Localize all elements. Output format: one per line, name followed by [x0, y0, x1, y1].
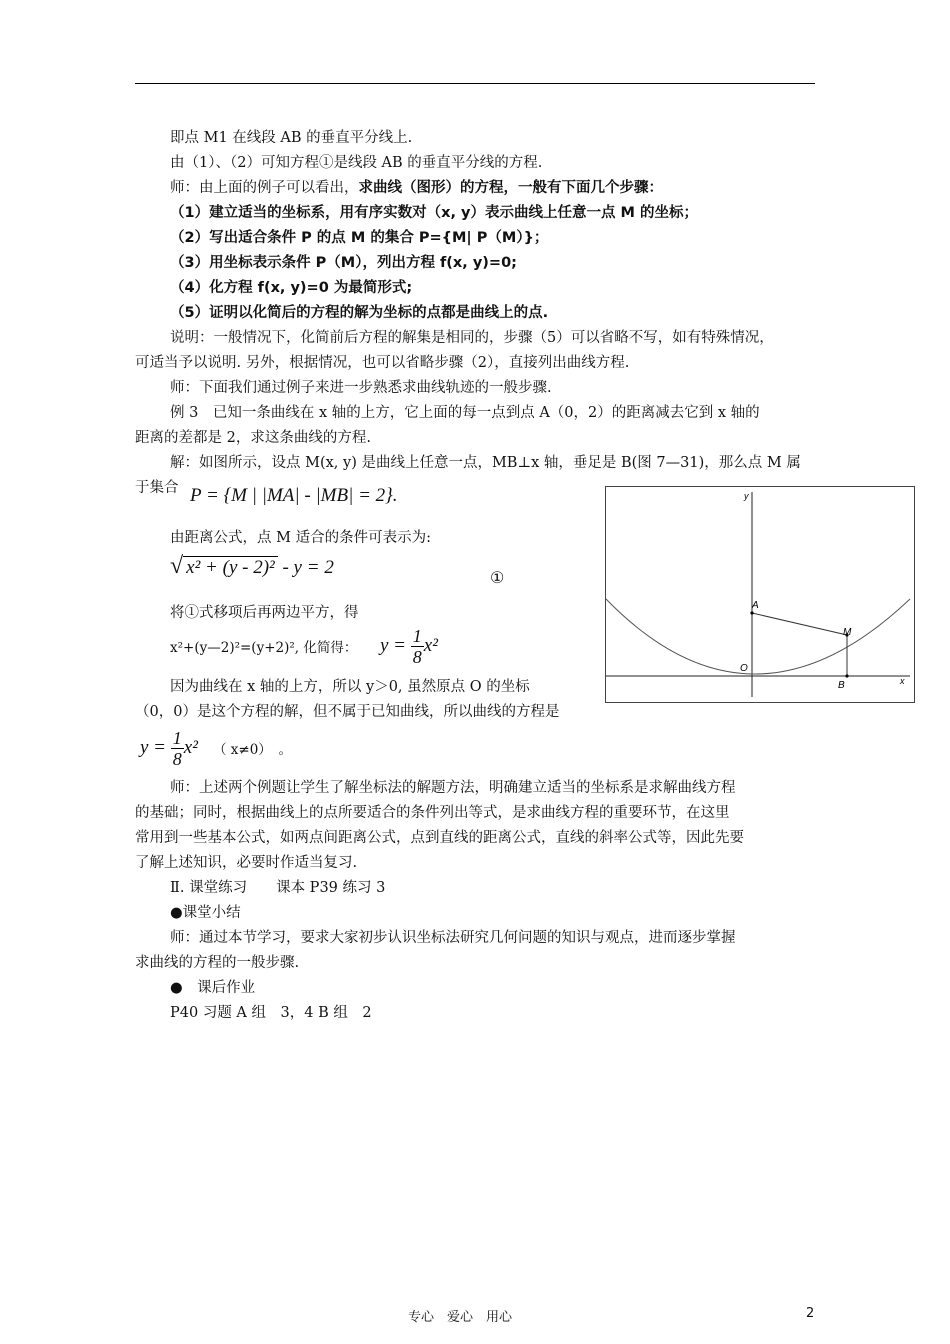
label-B: B: [838, 680, 845, 691]
step-1: （1）建立适当的坐标系，用有序实数对（x, y）表示曲线上任意一点 M 的坐标；: [170, 205, 698, 221]
note-line: 可适当予以说明. 另外，根据情况，也可以省略步骤（2），直接列出曲线方程.: [135, 355, 630, 371]
label-O: O: [740, 663, 748, 674]
summary-line: 常用到一些基本公式，如两点间距离公式，点到直线的距离公式，直线的斜率公式等，因此先要: [135, 830, 744, 846]
text-line: 师：通过本节学习，要求大家初步认识坐标法研究几何问题的知识与观点，进而逐步掌握: [170, 930, 736, 946]
text-line: 即点 M1 在线段 AB 的垂直平分线上.: [170, 130, 413, 146]
final-formula: [140, 728, 198, 769]
text-line: 求曲线的方程的一般步骤.: [135, 955, 300, 971]
text-line: 将①式移项后再两边平方，得: [170, 605, 359, 621]
note-line: 说明：一般情况下，化简前后方程的解集是相同的，步骤（5）可以省略不写，如有特殊情况，: [170, 330, 774, 346]
summary-line: 师：上述两个例题让学生了解坐标法的解题方法，明确建立适当的坐标系是求解曲线方程: [170, 780, 736, 796]
footer-text: 专心 爱心 用心: [408, 1310, 513, 1325]
section-heading: ●课堂小结: [170, 905, 241, 921]
x-axis-label: x: [900, 676, 905, 686]
final-condition: （ x≠0） 。: [213, 742, 293, 758]
teacher-intro: 师：由上面的例子可以看出，: [170, 180, 359, 196]
formula-x2: x²: [183, 736, 198, 758]
distance-equation: √ x² + (y - 2)² - y = 2: [170, 553, 334, 579]
text-line: 由距离公式，点 M 适合的条件可表示为:: [170, 530, 431, 546]
solution-line: 于集合: [135, 480, 179, 496]
text-line: （0，0）是这个方程的解，但不属于已知曲线，所以曲线的方程是: [135, 704, 560, 720]
set-formula: P = {M | |MA| - |MB| = 2}.: [190, 485, 398, 506]
page-number: 2: [806, 1306, 815, 1321]
parabola-formula: [380, 626, 438, 667]
section-heading: ● 课后作业: [170, 980, 256, 996]
parabola-svg: [606, 487, 914, 702]
homework-line: P40 习题 A 组 3，4 B 组 2: [170, 1005, 372, 1021]
label-M: M: [843, 627, 852, 638]
header-rule: [135, 83, 815, 84]
step-3: （3）用坐标表示条件 P（M），列出方程 f(x, y)=0;: [170, 255, 517, 271]
point-B: [845, 674, 848, 677]
fraction-numerator: 1: [172, 728, 182, 748]
summary-line: 的基础；同时，根据曲线上的点所要适合的条件列出等式，是求曲线方程的重要环节，在这里: [135, 805, 730, 821]
formula-lhs: y =: [380, 634, 407, 656]
parabola-figure: [605, 486, 915, 703]
summary-line: 了解上述知识，必要时作适当复习.: [135, 855, 358, 871]
equation-rhs: - y = 2: [282, 557, 334, 578]
example-line: 例 3 已知一条曲线在 x 轴的上方，它上面的每一点到点 A（0，2）的距离减去它到 x 轴的: [170, 405, 760, 421]
fraction-denominator: 8: [412, 647, 422, 667]
segment-AM: [752, 613, 847, 635]
sqrt-radicand: x² + (y - 2)²: [183, 556, 278, 578]
label-A: A: [752, 600, 759, 611]
text-line: [170, 178, 663, 198]
point-A: [750, 611, 753, 614]
step-2: （2）写出适合条件 P 的点 M 的集合 P={M| P（M）}；: [170, 230, 549, 246]
example-line: 距离的差都是 2，求这条曲线的方程.: [135, 430, 371, 446]
practice-line: Ⅱ. 课堂练习 课本 P39 练习 3: [170, 880, 386, 896]
fraction: [411, 626, 424, 667]
y-axis-label: y: [744, 491, 749, 501]
formula-lhs: y =: [140, 736, 167, 758]
text-line: 由（1）、（2）可知方程①是线段 AB 的垂直平分线的方程.: [170, 155, 543, 171]
fraction: [171, 728, 184, 769]
equation-number: ①: [490, 568, 505, 587]
fraction-denominator: 8: [172, 749, 182, 769]
step-5: （5）证明以化简后的方程的解为坐标的点都是曲线上的点.: [170, 305, 549, 321]
fraction-numerator: 1: [412, 626, 422, 646]
step-4: （4）化方程 f(x, y)=0 为最简形式;: [170, 280, 413, 296]
formula-x2: x²: [423, 634, 438, 656]
text-line: 因为曲线在 x 轴的上方，所以 y＞0, 虽然原点 O 的坐标: [170, 679, 530, 695]
solution-line: 解：如图所示，设点 M(x, y) 是曲线上任意一点，MB⊥x 轴，垂足是 B(图 7—31)，那么点 M 属: [170, 455, 801, 471]
steps-heading: 求曲线（图形）的方程，一般有下面几个步骤：: [358, 180, 663, 196]
text-line: x²+(y—2)²=(y+2)², 化简得：: [170, 640, 358, 656]
text-line: 师：下面我们通过例子来进一步熟悉求曲线轨迹的一般步骤.: [170, 380, 552, 396]
